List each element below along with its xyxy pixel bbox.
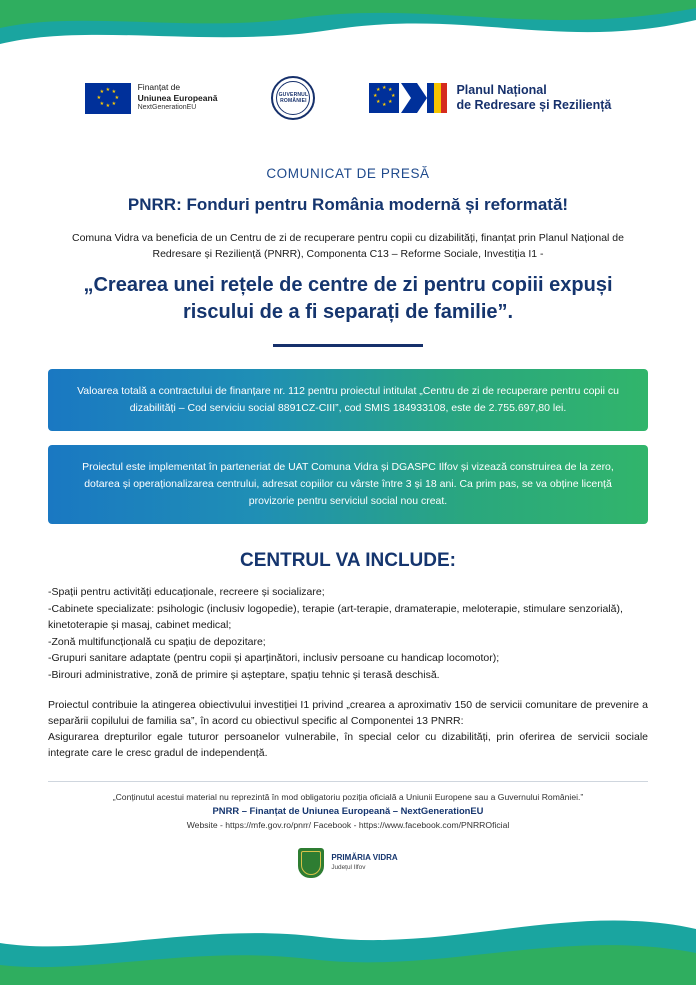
list-item: -Birouri administrative, zonă de primire și așteptare, spațiu tehnic și terasă deschisă. bbox=[48, 668, 440, 681]
pnrr-logo bbox=[369, 81, 611, 115]
list-item: -Grupuri sanitare adaptate (pentru copii și aparținători, inclusiv persoane cu handicap locomotor); bbox=[48, 652, 500, 664]
eu-logo-line1: Finanțat de bbox=[137, 82, 181, 93]
list-item: -Cabinete specializate: psihologic (inclusiv logopedie), terapie (art-terapie, dramaterapie, meloterapie, stimulare senzorială), kinetoterapie și masaj, cabinet medical; bbox=[48, 602, 623, 631]
svg-text:★: ★ bbox=[388, 87, 393, 93]
svg-text:★: ★ bbox=[382, 85, 387, 91]
section-title-centrul: CENTRUL VA INCLUDE: bbox=[239, 550, 457, 571]
eu-funding-logo bbox=[85, 82, 218, 114]
pnrr-mark-icon bbox=[369, 81, 447, 115]
svg-text:★: ★ bbox=[373, 93, 378, 99]
eu-logo-line2: Uniunea Europeană bbox=[137, 92, 218, 103]
svg-text:★: ★ bbox=[376, 99, 381, 105]
footer-funding-line: PNRR – Finanțat de Uniunea Europeană – NextGenerationEU bbox=[212, 805, 484, 816]
gov-seal-text: GUVERNUL ROMÂNIEI bbox=[278, 92, 309, 104]
city-hall-logo bbox=[48, 848, 648, 878]
intro-paragraph: Comuna Vidra va beneficia de un Centru de zi de recuperare pentru copii cu dizabilități, finanțat prin Planul Național de Redresare și Reziliență (PNRR), Componenta C13 – Reforme Sociale, Investiția I1 - bbox=[72, 232, 624, 260]
logo-row bbox=[48, 0, 648, 130]
pnrr-logo-line1: Planul Național bbox=[456, 83, 547, 97]
objective-detail-paragraph: Asigurarea drepturilor egale tuturor persoanelor vulnerabile, în special celor cu dizabilități, prin oferirea de servicii sociale integrate care le cresc gradul de independență. bbox=[48, 731, 648, 759]
pnrr-logo-line2: de Redresare și Reziliență bbox=[456, 98, 612, 112]
city-coat-of-arms-icon bbox=[298, 848, 324, 878]
features-list bbox=[48, 584, 648, 683]
list-item: -Spații pentru activități educaționale, recreere și socializare; bbox=[48, 586, 325, 598]
page-title: PNRR: Fonduri pentru România modernă și reformată! bbox=[127, 195, 569, 214]
footer-divider bbox=[48, 781, 648, 782]
divider-rule bbox=[273, 344, 423, 347]
objective-paragraph: Proiectul contribuie la atingerea obiectivului investiției I1 privind „crearea a aproximativ 150 de servicii comunitare de prevenire a separării copilului de familia sa”, în acord cu obiectivul specific al Componentei 13 PNRR: bbox=[48, 699, 648, 727]
implementation-box: Proiectul este implementat în parteneriat de UAT Comuna Vidra și DGASPC Ilfov și vizează construirea de la zero, dotarea și operaționalizarea centrului, adresat copiilor cu vârste între 3 și 18 ani. Ca prim pas, se va obține licență provizorie pentru serviciul social nou creat. bbox=[48, 445, 648, 524]
funding-value-box: Valoarea totală a contractului de finanțare nr. 112 pentru proiectul intitulat „Centru de zi de recuperare pentru copii cu dizabilități – Cod serviciu social 8891CZ-CIII”, cod SMIS 184933108, este de 2.755.697,80 lei. bbox=[48, 369, 648, 431]
svg-text:★: ★ bbox=[388, 99, 393, 105]
project-quote-title: „Crearea unei rețele de centre de zi pentru copiii expuși riscului de a fi separați de familie”. bbox=[83, 274, 613, 323]
svg-text:★: ★ bbox=[376, 87, 381, 93]
svg-text:★: ★ bbox=[391, 93, 396, 99]
eu-logo-line3: NextGenerationEU bbox=[137, 104, 197, 112]
svg-text:★: ★ bbox=[382, 102, 387, 108]
eu-flag-icon: ★ ★ ★ ★ ★ ★ ★ ★ bbox=[85, 83, 131, 114]
footer bbox=[48, 790, 648, 832]
footer-disclaimer: „Conținutul acestui material nu reprezintă în mod obligatoriu poziția oficială a Uniunii Europene sau a Guvernului României.” bbox=[112, 792, 584, 802]
footer-links[interactable]: Website - https://mfe.gov.ro/pnrr/ Facebook - https://www.facebook.com/PNRROficial bbox=[186, 820, 510, 830]
press-release-label: COMUNICAT DE PRESĂ bbox=[266, 166, 430, 181]
list-item: -Zonă multifuncțională cu spațiu de depozitare; bbox=[48, 635, 266, 648]
bottom-wave-decoration bbox=[0, 895, 696, 985]
city-name: PRIMĂRIA VIDRA bbox=[331, 853, 398, 862]
government-seal-icon bbox=[271, 76, 315, 120]
city-county: Județul Ilfov bbox=[331, 864, 366, 871]
